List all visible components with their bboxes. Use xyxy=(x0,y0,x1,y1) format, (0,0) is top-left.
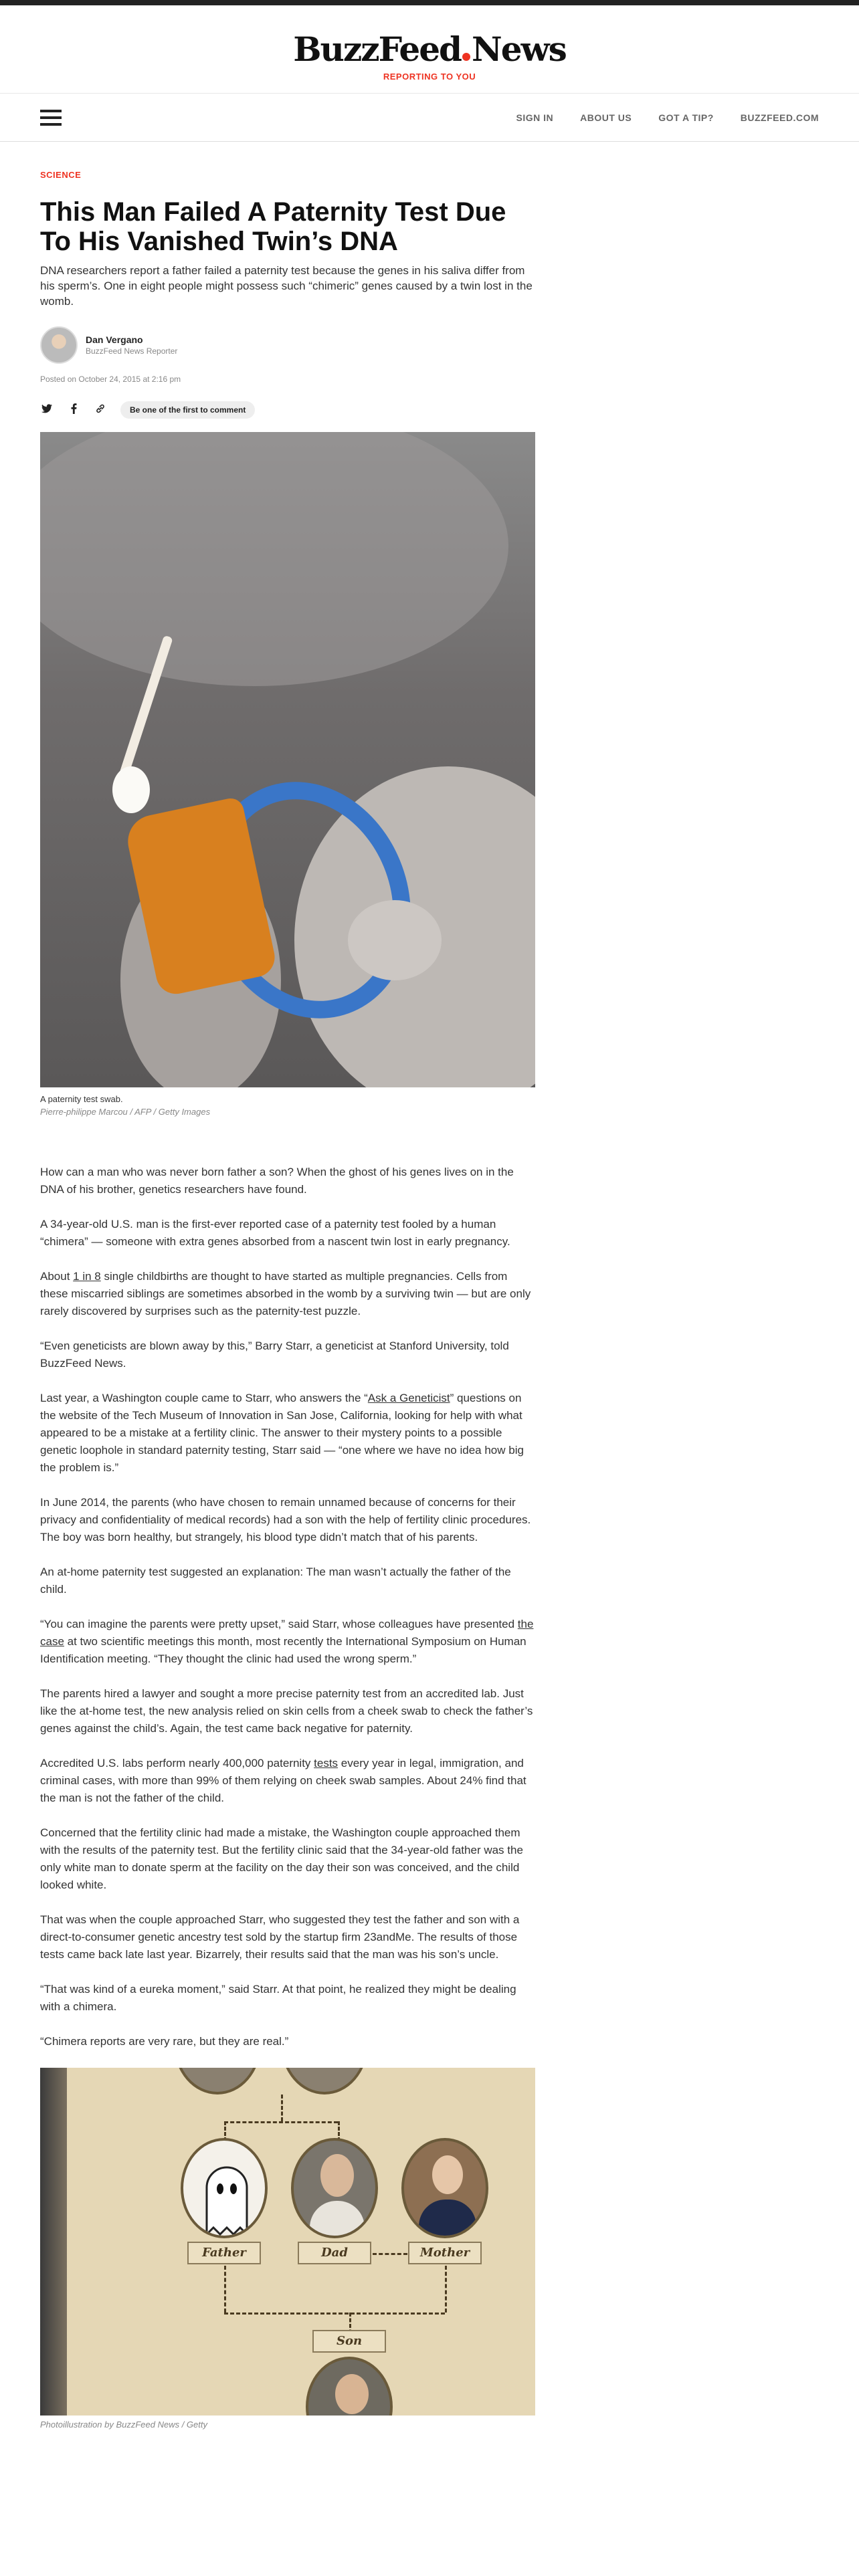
label-father: Father xyxy=(187,2242,261,2264)
article-dek: DNA researchers report a father failed a paternity test because the genes in his saliva differ from his sperm’s. One in eight people might possess such “chimeric” genes caused by a twin lost in the womb. xyxy=(40,264,533,308)
author-avatar[interactable] xyxy=(40,326,78,364)
byline xyxy=(40,326,535,364)
paragraph-7: An at-home paternity test suggested an explanation: The man wasn’t actually the father of the child. xyxy=(40,1566,511,1596)
share-bar xyxy=(40,401,535,419)
paragraph-11: Concerned that the fertility clinic had made a mistake, the Washington couple approached them with the results of the paternity test. But the fertility clinic said that the 34-year-old father was the only white man to donate sperm at the facility on the day their son was conceived, and the child looked white. xyxy=(40,1826,523,1891)
link-ask-a-geneticist[interactable]: Ask a Geneticist xyxy=(367,1392,450,1404)
nav-sign-in[interactable]: SIGN IN xyxy=(516,112,554,123)
label-dad: Dad xyxy=(298,2242,371,2264)
nav-got-a-tip[interactable]: GOT A TIP? xyxy=(658,112,714,123)
ghost-portrait xyxy=(181,2138,268,2238)
illustration-credit: Photoillustration by BuzzFeed News / Getty xyxy=(40,2420,208,2430)
tagline: REPORTING TO YOU xyxy=(383,72,476,82)
twitter-icon[interactable] xyxy=(40,404,54,417)
author-role: BuzzFeed News Reporter xyxy=(86,346,178,356)
paragraph-1: How can a man who was never born father a son? When the ghost of his genes lives on in the DNA of his brother, genetics researchers have found. xyxy=(40,1166,514,1196)
paragraph-14: “Chimera reports are very rare, but they are real.” xyxy=(40,2035,289,2048)
masthead xyxy=(0,5,859,94)
copy-link-icon[interactable] xyxy=(94,403,107,417)
posted-date: Posted on October 24, 2015 at 2:16 pm xyxy=(40,374,181,384)
family-tree-figure xyxy=(40,2068,535,2430)
hero-figure xyxy=(40,432,535,1117)
paragraph-3: About 1 in 8 single childbirths are thought to have started as multiple pregnancies. Cells from these miscarried siblings are sometimes absorbed in the womb by a surviving twin — but are only rarely discovered by surprises such as the paternity-test puzzle. xyxy=(40,1270,531,1317)
facebook-icon[interactable] xyxy=(67,403,80,417)
navbar xyxy=(0,94,859,142)
hero-credit: Pierre-philippe Marcou / AFP / Getty Images xyxy=(40,1107,211,1117)
paragraph-2: A 34-year-old U.S. man is the first-ever reported case of a paternity test fooled by a human “chimera” — someone with extra genes absorbed from a nascent twin lost in early pregnancy. xyxy=(40,1218,510,1248)
family-tree-illustration xyxy=(40,2068,535,2416)
hero-image xyxy=(40,432,535,1087)
paragraph-8: “You can imagine the parents were pretty upset,” said Starr, whose colleagues have presented the case at two scientific meetings this month, most recently the International Symposium on Human Identification meeting. “They thought the clinic had used the wrong sperm.” xyxy=(40,1618,534,1665)
article xyxy=(0,170,575,2443)
paragraph-10: Accredited U.S. labs perform nearly 400,000 paternity tests every year in legal, immigration, and criminal cases, with more than 99% of them relying on cheek swab samples. About 24% find that the man is not the father of the child. xyxy=(40,1757,527,1804)
paragraph-5: Last year, a Washington couple came to Starr, who answers the “Ask a Geneticist” questions on the website of the Tech Museum of Innovation in San Jose, California, looking for help with what appeared to be a mistake at a fertility clinic. The answer to their mystery points to a possible genetic loophole in standard paternity testing, Starr said — “one where we have no idea how big the problem is.” xyxy=(40,1392,524,1474)
logo-left: BuzzFeed xyxy=(293,29,462,69)
link-1-in-8[interactable]: 1 in 8 xyxy=(73,1270,101,1283)
top-bar xyxy=(0,0,859,5)
label-mother: Mother xyxy=(408,2242,482,2264)
hero-caption: A paternity test swab. xyxy=(40,1094,123,1104)
comment-button[interactable]: Be one of the first to comment xyxy=(120,401,255,419)
article-title: This Man Failed A Paternity Test Due To His Vanished Twin’s DNA xyxy=(40,197,506,256)
buzzfeed-news-logo[interactable] xyxy=(293,29,565,69)
link-the-case[interactable]: the case xyxy=(40,1618,534,1648)
ghost-icon xyxy=(183,2141,268,2238)
grandparent-portrait xyxy=(174,2068,261,2095)
paragraph-12: That was when the couple approached Starr, who suggested they test the father and son with a direct-to-consumer genetic ancestry test sold by the startup firm 23andMe. The results of those tests came back late last year. Bizarrely, their results said that the man was his son’s uncle. xyxy=(40,1913,520,1961)
mother-portrait xyxy=(401,2138,488,2238)
paragraph-9: The parents hired a lawyer and sought a more precise paternity test from an accredited lab. Just like the at-home test, the new analysis relied on skin cells from a cheek swab to check the father’s genes against the child’s. Again, the test came back negative for paternity. xyxy=(40,1687,533,1735)
link-tests[interactable]: tests xyxy=(314,1757,339,1769)
paragraph-4: “Even geneticists are blown away by this,” Barry Starr, a geneticist at Stanford University, told BuzzFeed News. xyxy=(40,1339,509,1370)
logo-right: News xyxy=(472,29,566,69)
grandparent-portrait xyxy=(281,2068,368,2095)
author-name[interactable]: Dan Vergano xyxy=(86,334,143,345)
dad-portrait xyxy=(291,2138,378,2238)
nav-about-us[interactable]: ABOUT US xyxy=(580,112,632,123)
nav-buzzfeed-com[interactable]: BUZZFEED.COM xyxy=(740,112,819,123)
label-son: Son xyxy=(312,2330,386,2353)
article-body xyxy=(40,1164,535,2050)
son-portrait xyxy=(306,2357,393,2416)
frame-edge xyxy=(40,2068,67,2416)
nav-links xyxy=(516,112,819,123)
paragraph-13: “That was kind of a eureka moment,” said Starr. At that point, he realized they might be dealing with a chimera. xyxy=(40,1983,516,2013)
logo-dot-icon xyxy=(462,53,470,61)
hamburger-menu-icon[interactable] xyxy=(40,110,62,126)
section-label[interactable]: SCIENCE xyxy=(40,170,82,180)
paragraph-6: In June 2014, the parents (who have chosen to remain unnamed because of concerns for their privacy and confidentiality of medical records) had a son with the help of fertility clinic procedures. The boy was born healthy, but strangely, his blood type didn’t match that of his parents. xyxy=(40,1496,531,1543)
